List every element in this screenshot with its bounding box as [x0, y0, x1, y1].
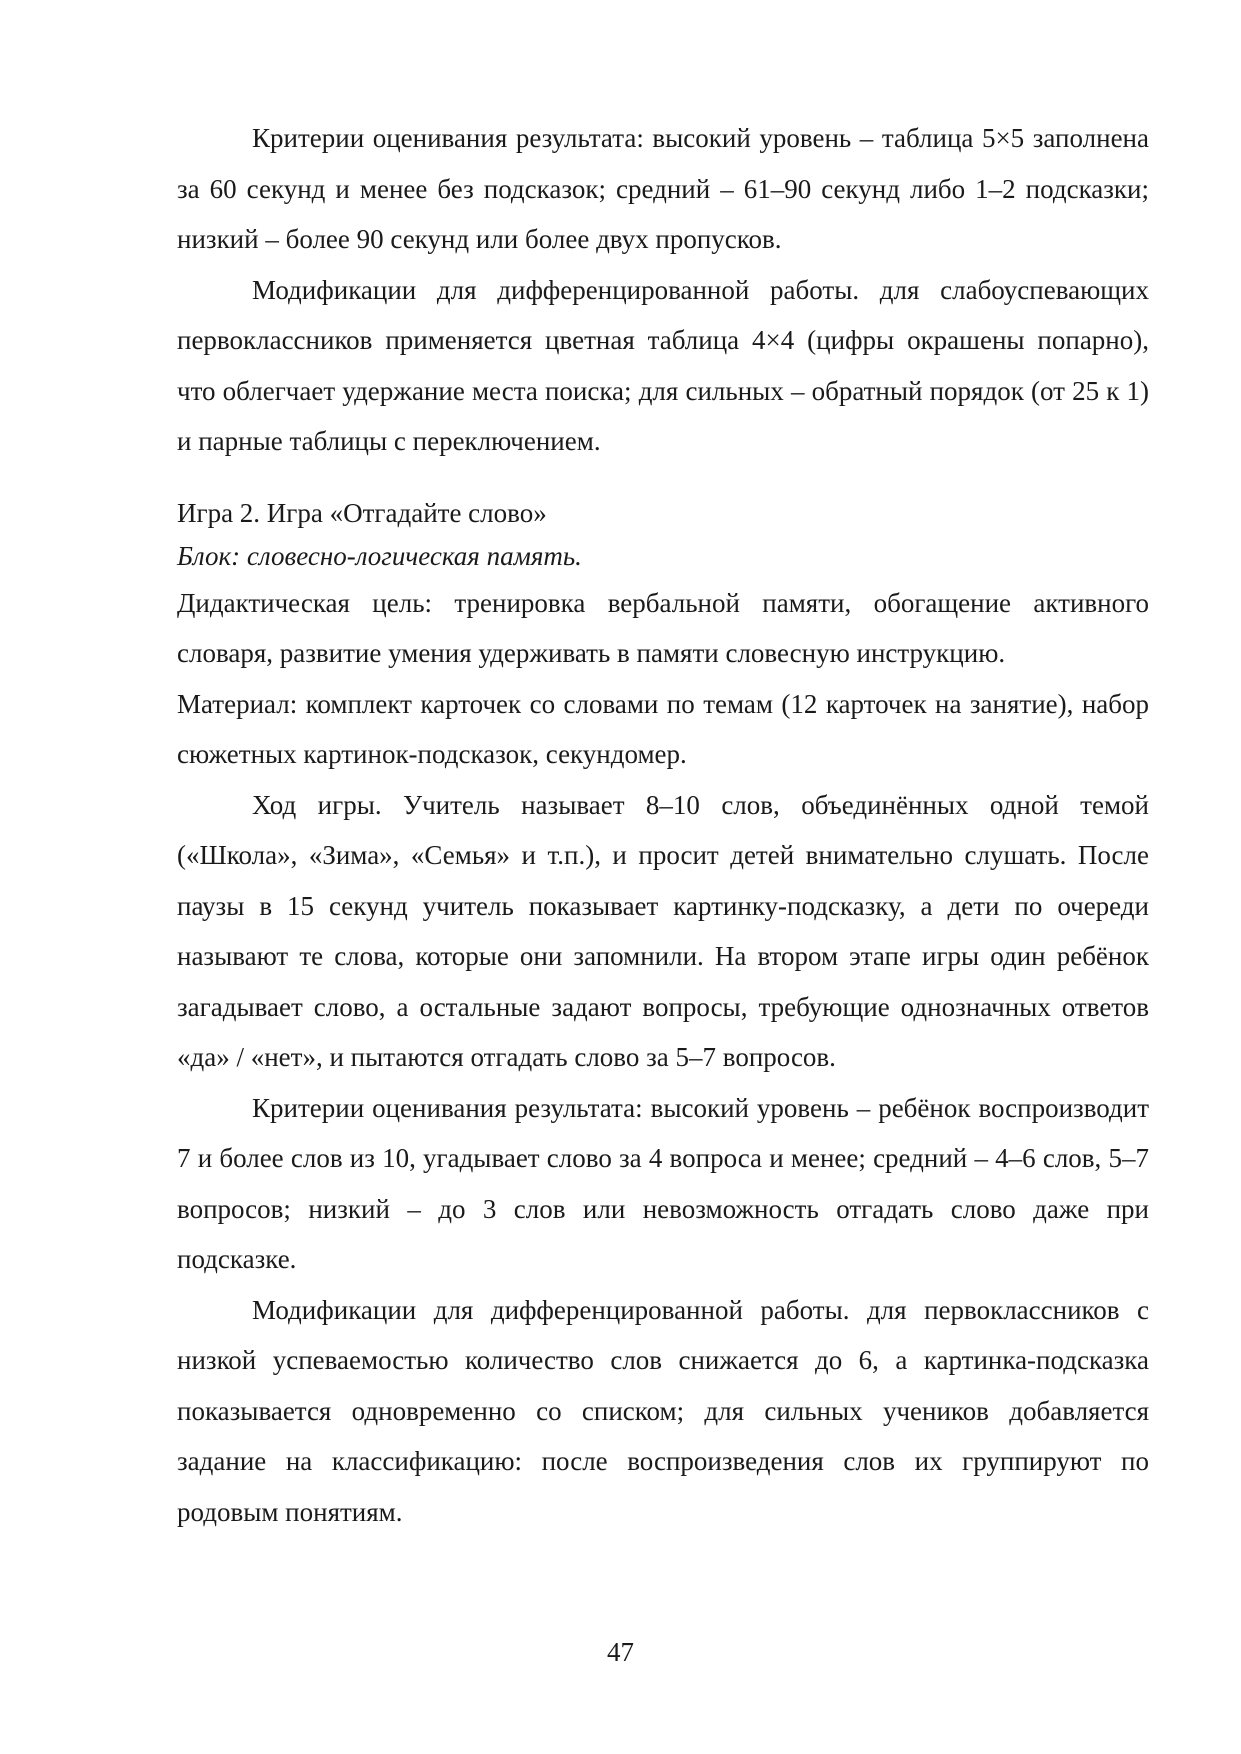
procedure-paragraph: Ход игры. Учитель называет 8–10 слов, объединённых одной темой («Школа», «Зима», «Семья» и т.п.), и просит детей внимательно слушать. После паузы в 15 секунд учитель показывает картинку-подсказку, а дети по очереди называют те слова, которые они запомнили. На втором этапе игры один ребёнок загадывает слово, а остальные задают вопросы, требующие однозначных ответов «да» / «нет», и пытаются отгадать слово за 5–7 вопросов.	[177, 789, 1149, 1072]
game-title: Игра 2. Игра «Отгадайте слово»	[177, 497, 547, 528]
criteria-paragraph-game-2: Критерии оценивания результата: высокий уровень – ребёнок воспроизводит 7 и более слов из 10, угадывает слово за 4 вопроса и менее; средний – 4–6 слов, 5–7 вопросов; низкий – до 3 слов или невозможность отгадать слово даже при подсказке.	[177, 1092, 1149, 1274]
modifications-paragraph-game-2: Модификации для дифференцированной работы. для первоклассников с низкой успеваемостью количество слов снижается до 6, а картинка-подсказка показывается одновременно со списком; для сильных учеников добавляется задание на классификацию: после воспроизведения слов их группируют по родовым понятиям.	[177, 1294, 1149, 1527]
page-number: 47	[607, 1637, 634, 1667]
game-2-header	[177, 492, 1149, 578]
game-block-label: Блок: словесно-логическая память.	[177, 540, 582, 571]
didactic-goal-paragraph: Дидактическая цель: тренировка вербальной памяти, обогащение активного словаря, развитие умения удерживать в памяти словесную инструкцию.	[177, 587, 1149, 668]
document-page	[177, 113, 1149, 1537]
material-paragraph: Материал: комплект карточек со словами по темам (12 карточек на занятие), набор сюжетных картинок-подсказок, секундомер.	[177, 688, 1149, 769]
modifications-paragraph-game-1: Модификации для дифференцированной работы. для слабоуспевающих первоклассников применяется цветная таблица 4×4 (цифры окрашены попарно), что облегчает удержание места поиска; для сильных – обратный порядок (от 25 к 1) и парные таблицы с переключением.	[177, 274, 1149, 456]
criteria-paragraph-game-1: Критерии оценивания результата: высокий уровень – таблица 5×5 заполнена за 60 секунд и менее без подсказок; средний – 61–90 секунд либо 1–2 подсказки; низкий – более 90 секунд или более двух пропусков.	[177, 123, 1149, 254]
